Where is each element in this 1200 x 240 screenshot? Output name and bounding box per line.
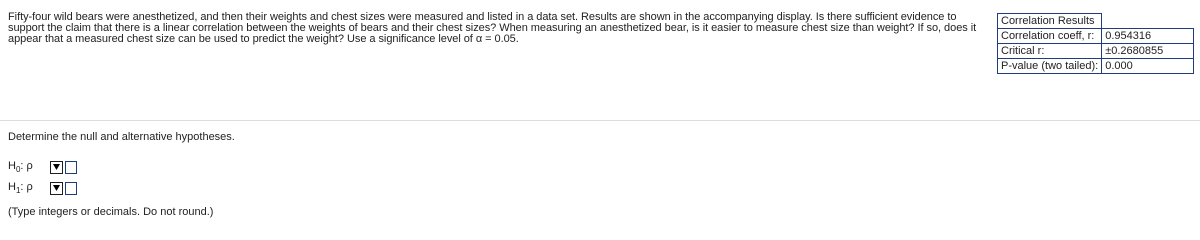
row-label: Correlation coeff, r: xyxy=(998,29,1102,44)
null-hypothesis-operator-dropdown[interactable] xyxy=(50,161,63,174)
table-row xyxy=(998,59,1194,74)
row-value: ±0.2680855 xyxy=(1102,44,1194,59)
null-hypothesis-label: $H_0$: ρ xyxy=(8,159,33,175)
alternative-hypothesis-row xyxy=(8,180,77,196)
row-label: Critical r: xyxy=(998,44,1102,59)
table-row xyxy=(998,29,1194,44)
row-value: 0.000 xyxy=(1102,59,1194,74)
triangle-down-icon xyxy=(53,185,60,191)
alternative-hypothesis-operator-dropdown[interactable] xyxy=(50,182,63,195)
null-hypothesis-row xyxy=(8,159,77,175)
alternative-hypothesis-label: $H_1$: ρ xyxy=(8,180,33,196)
row-label: P-value (two tailed): xyxy=(998,59,1102,74)
null-hypothesis-value-input[interactable] xyxy=(65,161,77,174)
answer-format-hint: (Type integers or decimals. Do not round.) xyxy=(8,206,214,218)
question-prompt: Determine the null and alternative hypotheses. xyxy=(8,131,235,143)
alternative-hypothesis-value-input[interactable] xyxy=(65,182,77,195)
table-row xyxy=(998,44,1194,59)
triangle-down-icon xyxy=(53,164,60,170)
correlation-results-table xyxy=(997,13,1194,74)
results-caption: Correlation Results xyxy=(998,14,1102,29)
row-value: 0.954316 xyxy=(1102,29,1194,44)
section-divider xyxy=(0,120,1200,121)
problem-statement: Fifty-four wild bears were anesthetized, and then their weights and chest sizes were measured and listed in a data set. Results are shown in the accompanying display. Is there sufficient evidence to support the claim that there is a linear correlation between the weights of bears and their chest sizes? When measuring an anesthetized bear, is it easier to measure chest size than weight? If so, does it appear that a measured chest size can be used to predict the weight? Use a significance level of α = 0.05. xyxy=(8,11,977,45)
